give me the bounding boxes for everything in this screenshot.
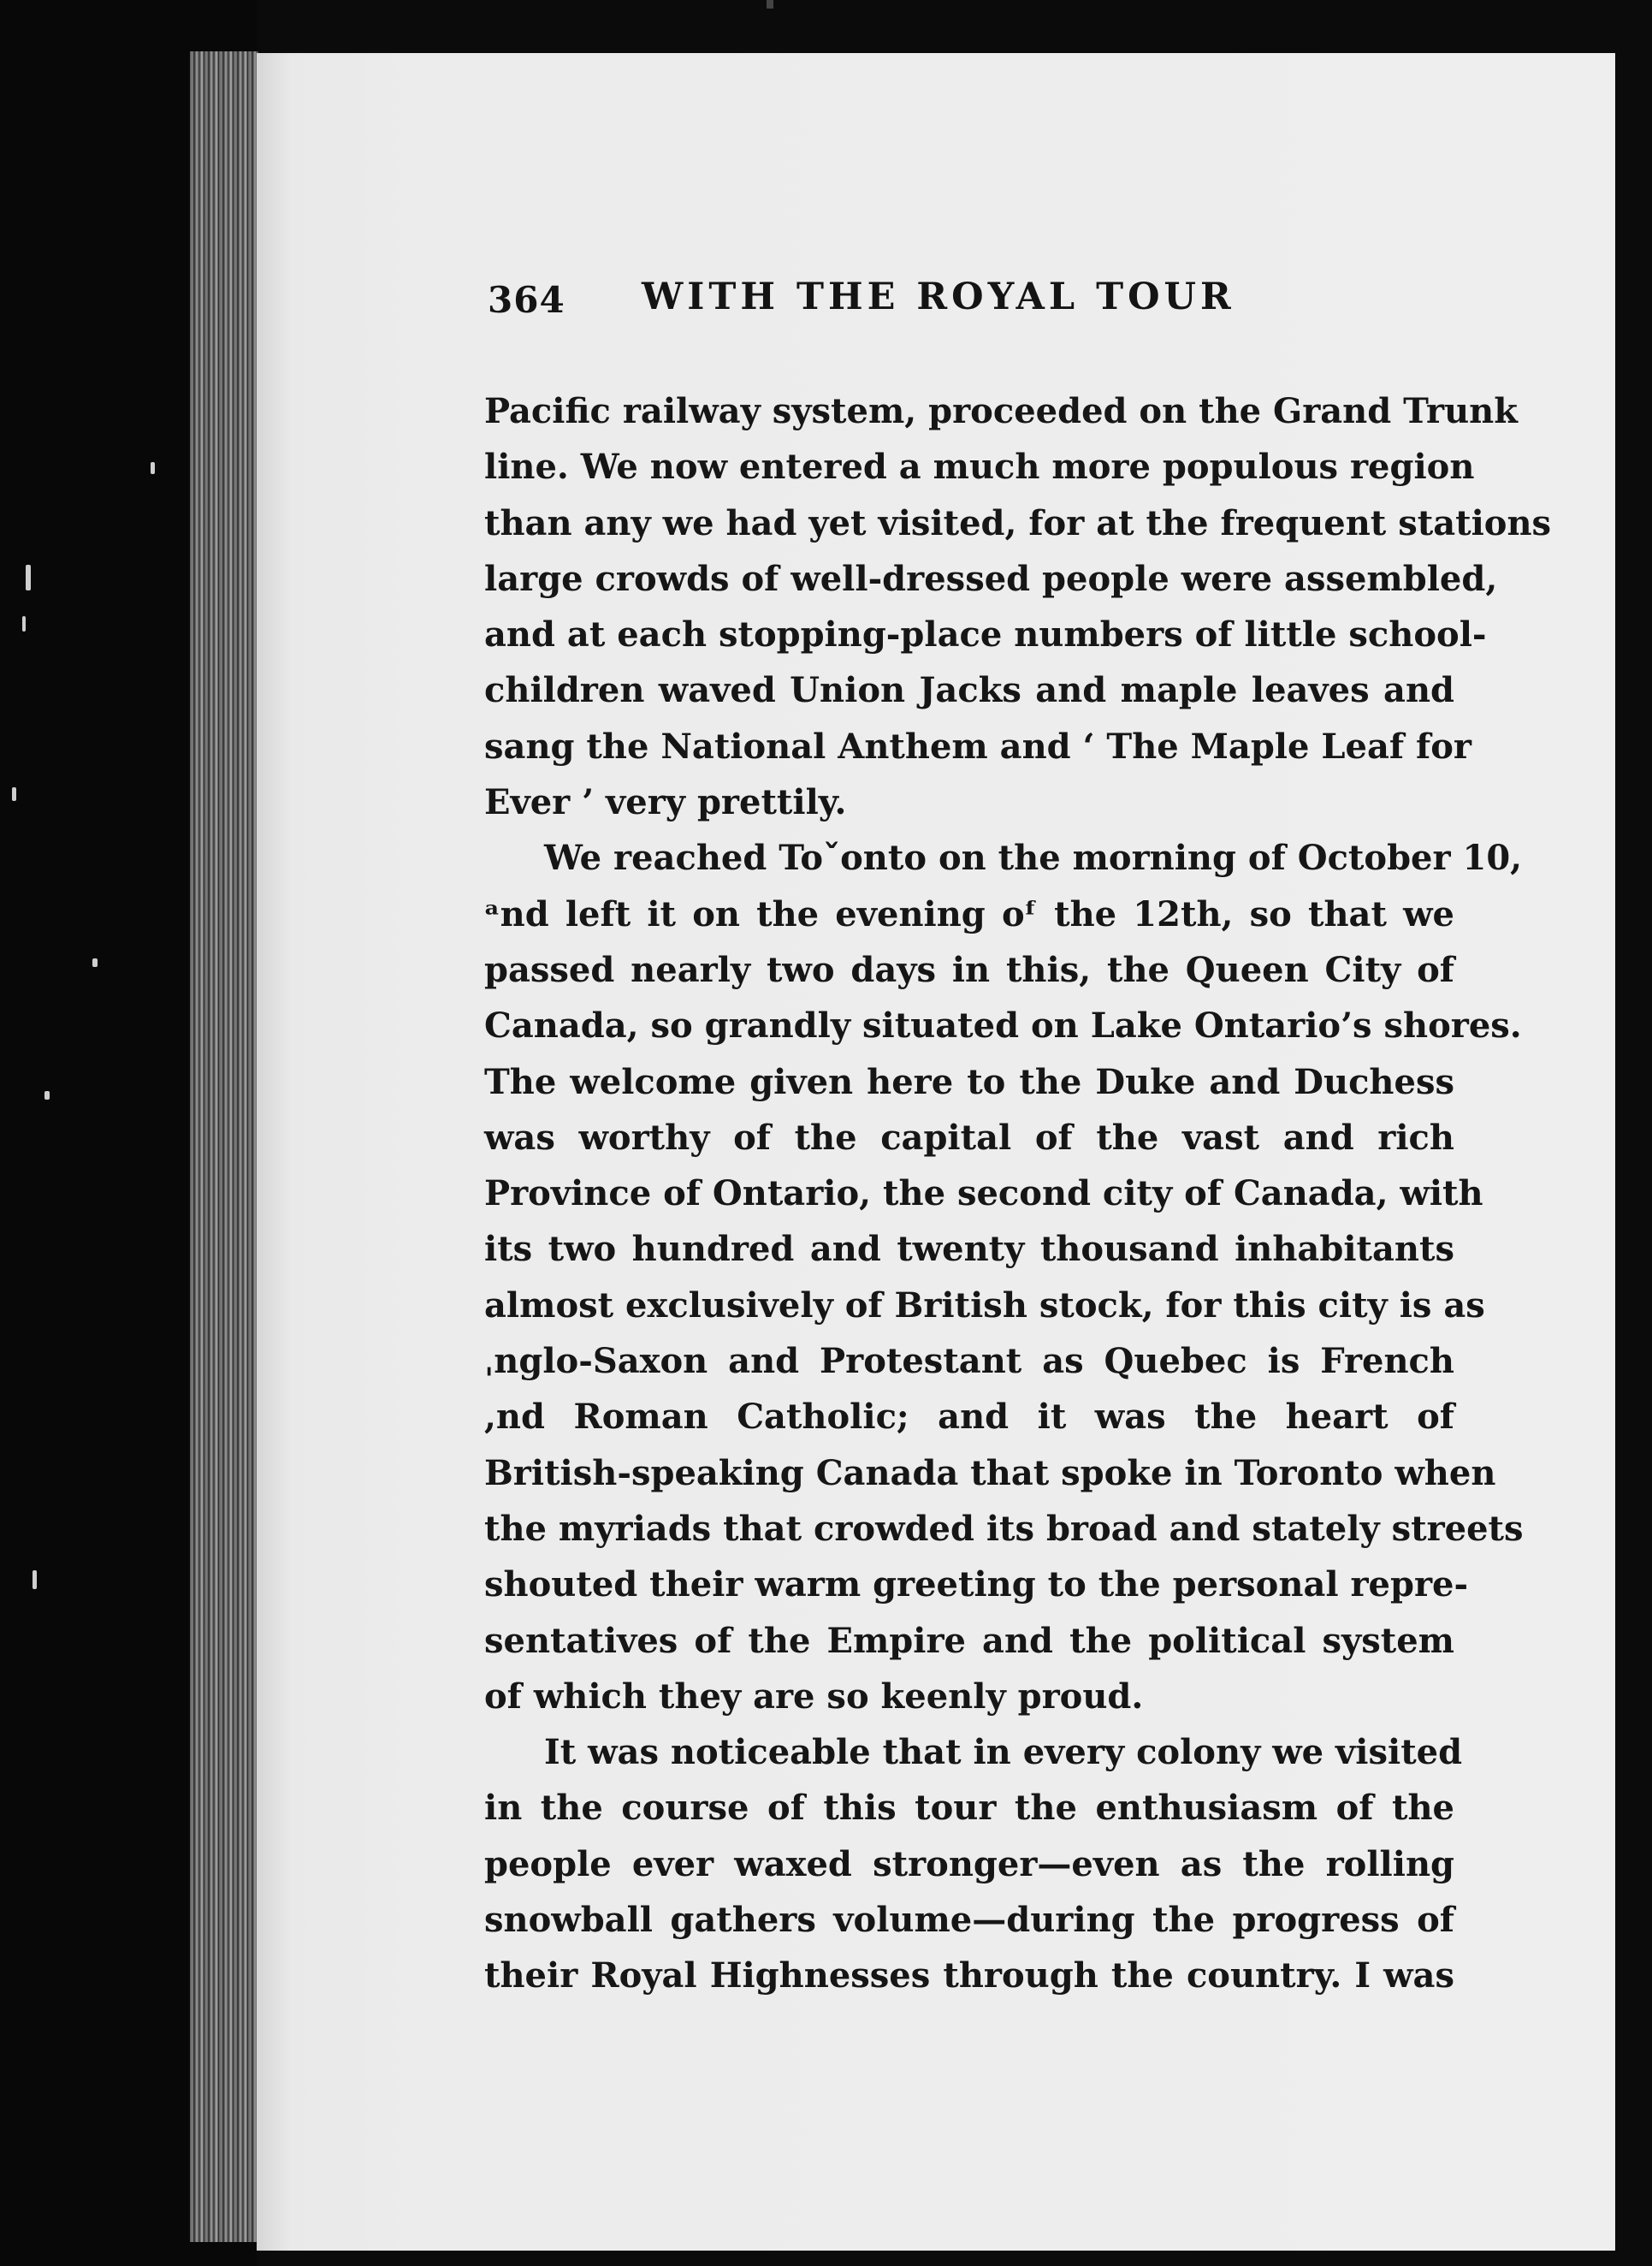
page [257, 53, 1634, 2251]
text-line: the myriads that crowded its broad and stately streets [484, 1508, 1524, 1549]
text-line: was worthy of the capital of the vast and rich [484, 1117, 1454, 1158]
paragraph [484, 830, 1524, 1724]
text-line: large crowds of well-dressed people were assembled, [484, 558, 1498, 599]
paragraph [484, 1724, 1463, 2003]
text-line: and at each stopping-place numbers of little school- [484, 614, 1487, 655]
text-line: Pacific railway system, proceeded on the Grand Trunk [484, 391, 1518, 431]
text-line: Ever ’ very prettily. [484, 782, 847, 823]
text-line: We reached Toˇonto on the morning of October 10, [544, 838, 1523, 879]
text-line: line. We now entered a much more populous region [484, 447, 1475, 488]
paragraph [484, 383, 1552, 830]
text-line: sang the National Anthem and ‘ The Maple Leaf for [484, 726, 1471, 767]
text-line: ᵃnd left it on the evening oᶠ the 12th, so that we [484, 893, 1454, 934]
text-line: their Royal Highnesses through the country. I was [484, 1955, 1454, 1996]
body-text [484, 383, 1552, 2004]
text-line: of which they are so keenly proud. [484, 1676, 1144, 1717]
text-line: sentatives of the Empire and the political system [484, 1620, 1454, 1661]
page-number: 364 [488, 279, 565, 321]
text-line: shouted their warm greeting to the personal repre- [484, 1564, 1469, 1605]
text-line: in the course of this tour the enthusiasm of the [484, 1788, 1454, 1829]
text-line: almost exclusively of British stock, for this city is as [484, 1284, 1485, 1326]
book-binding [0, 0, 257, 2266]
text-line: people ever waxed stronger—even as the rolling [484, 1843, 1454, 1884]
running-title: WITH THE ROYAL TOUR [642, 276, 1235, 318]
text-line: than any we had yet visited, for at the frequent stations [484, 502, 1552, 543]
page-header [488, 253, 1497, 347]
text-line: children waved Union Jacks and maple leaves and [484, 670, 1454, 711]
page-edges [190, 51, 258, 2242]
text-line: snowball gathers volume—during the progress of [484, 1900, 1454, 1941]
page-right-edge [1615, 53, 1634, 2251]
text-line: The welcome given here to the Duke and Duchess [484, 1061, 1454, 1102]
text-line: ,nd Roman Catholic; and it was the heart of [484, 1397, 1454, 1438]
text-line: its two hundred and twenty thousand inhabitants [484, 1229, 1454, 1270]
text-line: Canada, so grandly situated on Lake Ontario’s shores. [484, 1005, 1522, 1047]
text-line: It was noticeable that in every colony we visited [544, 1732, 1463, 1773]
text-line: ˌnglo-Saxon and Protestant as Quebec is French [484, 1341, 1454, 1382]
text-line: Province of Ontario, the second city of Canada, with [484, 1173, 1483, 1214]
text-line: British-speaking Canada that spoke in Toronto when [484, 1452, 1496, 1493]
gutter-specks [0, 0, 171, 2266]
text-line: passed nearly two days in this, the Queen City of [484, 949, 1454, 990]
scan-speck [767, 0, 773, 9]
